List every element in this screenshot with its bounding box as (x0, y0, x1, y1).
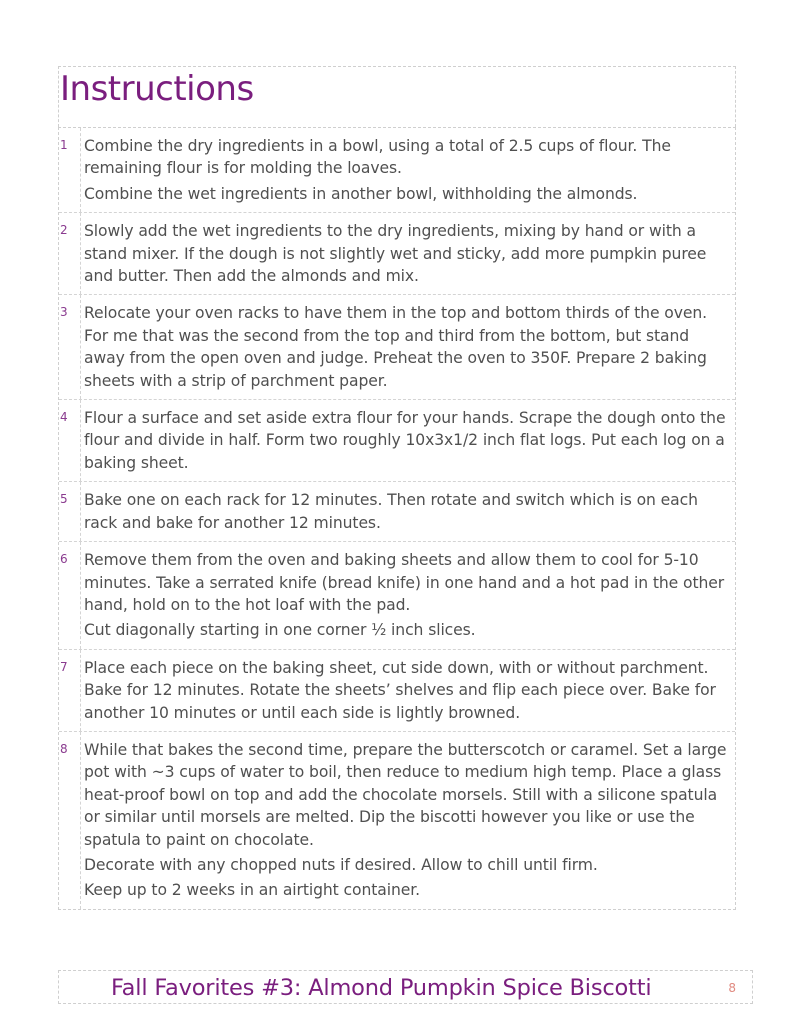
step-row (59, 542, 735, 650)
step-row (59, 650, 735, 732)
step-paragraph: Remove them from the oven and baking sheets and allow them to cool for 5-10 minutes. Take a serrated knife (bread knife) in one hand and a hot pad in the other hand, hold on to the hot loaf with the pad. (84, 551, 725, 614)
step-number: 7 (59, 650, 81, 731)
step-paragraph: Place each piece on the baking sheet, cut side down, with or without parchment. Bake for 12 minutes. Rotate the sheets’ shelves and flip each piece over. Bake for another 10 minutes or until each side is lightly browned. (84, 658, 716, 722)
page-number: 8 (728, 981, 736, 995)
step-body (81, 650, 735, 731)
page-title: Instructions (60, 69, 254, 109)
step-row (59, 213, 735, 295)
step-number: 4 (59, 400, 81, 481)
step-number: 2 (59, 213, 81, 294)
step-body (81, 732, 735, 909)
step-number: 5 (59, 482, 81, 541)
step-paragraph: Decorate with any chopped nuts if desired. Allow to chill until firm. (84, 855, 598, 874)
step-paragraph: Cut diagonally starting in one corner ½ inch slices. (84, 621, 476, 640)
step-row (59, 732, 735, 909)
step-paragraph: Keep up to 2 weeks in an airtight container. (84, 881, 420, 900)
step-row (59, 400, 735, 482)
step-number: 6 (59, 542, 81, 649)
step-paragraph: Relocate your oven racks to have them in the top and bottom thirds of the oven. For me that was the second from the top and third from the bottom, but stand away from the open oven and judge. Preheat the oven to 350F. Prepare 2 baking sheets with a strip of parchment paper. (84, 304, 707, 390)
step-body (81, 482, 735, 541)
step-body (81, 128, 735, 212)
step-row (59, 128, 735, 213)
step-body (81, 295, 735, 399)
step-body (81, 213, 735, 294)
step-body (81, 542, 735, 649)
footer (58, 970, 753, 1004)
instructions-section (58, 66, 736, 910)
step-row (59, 295, 735, 400)
step-body (81, 400, 735, 481)
step-paragraph: Combine the wet ingredients in another bowl, withholding the almonds. (84, 184, 638, 203)
step-paragraph: Flour a surface and set aside extra flour for your hands. Scrape the dough onto the flour and divide in half. Form two roughly 10x3x1/2 inch flat logs. Put each log on a baking sheet. (84, 409, 726, 472)
footer-title: Fall Favorites #3: Almond Pumpkin Spice Biscotti (111, 975, 652, 1001)
step-paragraph: Slowly add the wet ingredients to the dry ingredients, mixing by hand or with a stand mixer. If the dough is not slightly wet and sticky, add more pumpkin puree and butter. Then add the almonds and mix. (84, 222, 707, 286)
step-number: 3 (59, 295, 81, 399)
step-paragraph: Bake one on each rack for 12 minutes. Then rotate and switch which is on each rack and bake for another 12 minutes. (84, 491, 698, 532)
steps-table (58, 127, 736, 910)
step-number: 1 (59, 128, 81, 212)
step-paragraph: Combine the dry ingredients in a bowl, using a total of 2.5 cups of flour. The remaining flour is for molding the loaves. (84, 137, 671, 178)
step-row (59, 482, 735, 542)
title-box (58, 66, 736, 127)
step-number: 8 (59, 732, 81, 909)
step-paragraph: While that bakes the second time, prepare the butterscotch or caramel. Set a large pot with ~3 cups of water to boil, then reduce to medium high temp. Place a glass heat-proof bowl on top and add the chocolate morsels. Still with a silicone spatula or similar until morsels are melted. Dip the biscotti however you like or use the spatula to paint on chocolate. (84, 740, 727, 849)
